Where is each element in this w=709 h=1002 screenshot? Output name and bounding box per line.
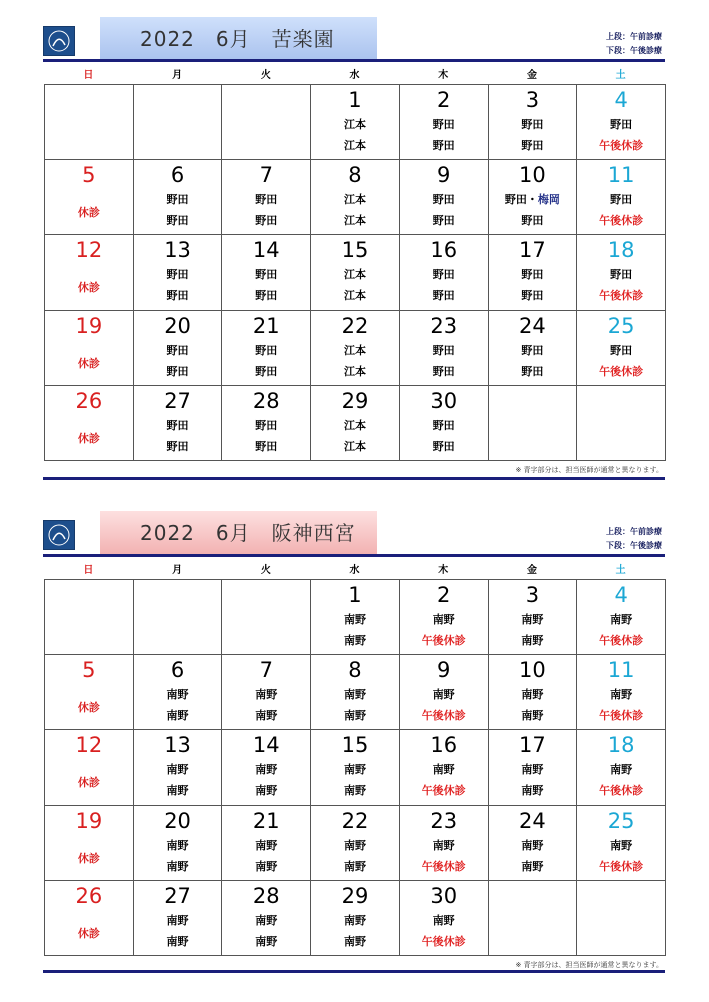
day-cell	[134, 386, 223, 461]
day-number: 1	[348, 88, 362, 112]
day-cell	[577, 730, 666, 805]
day-number: 19	[75, 313, 103, 338]
pm-doctor: 午後休診	[599, 364, 644, 378]
day-cell	[400, 806, 489, 881]
am-doctor: 野田	[610, 193, 633, 207]
day-cell	[134, 730, 223, 805]
day-number: 6	[170, 163, 185, 188]
day-number: 21	[252, 808, 280, 833]
day-number: 3	[525, 583, 540, 607]
am-doctor: 南野	[343, 763, 366, 777]
legend	[580, 30, 662, 58]
day-number: 2	[437, 88, 451, 112]
day-number: 24	[519, 808, 546, 833]
day-cell	[400, 235, 489, 310]
substitute-doctor: 梅岡	[537, 193, 560, 207]
day-cell	[400, 311, 489, 386]
am-doctor: 野田	[521, 118, 544, 131]
pm-doctor: 野田	[166, 439, 189, 453]
day-number: 21	[252, 313, 280, 338]
am-doctor: 野田	[432, 343, 455, 357]
legend-bottom: 下段：午後診療	[606, 46, 662, 55]
day-cell	[134, 311, 223, 386]
day-cell	[45, 580, 134, 655]
am-doctor: 南野	[255, 913, 278, 927]
am-doctor: 野田	[432, 193, 455, 207]
pm-doctor: 南野	[521, 859, 544, 873]
am-doctor: 野田	[610, 118, 633, 131]
day-cell	[311, 881, 400, 956]
day-number: 5	[82, 163, 96, 188]
day-cell	[577, 85, 666, 160]
day-number: 28	[252, 883, 280, 908]
weekday-label: 日	[83, 565, 94, 576]
day-cell	[222, 580, 311, 655]
closed-note: 休診	[77, 431, 100, 445]
pm-doctor: 南野	[521, 709, 544, 723]
legend	[580, 525, 662, 553]
day-cell	[577, 311, 666, 386]
am-doctor: 野田	[166, 418, 189, 432]
day-cell	[577, 881, 666, 956]
closed-note: 休診	[77, 776, 100, 790]
day-cell	[222, 386, 311, 461]
day-number: 30	[430, 388, 458, 413]
day-number: 15	[341, 733, 369, 758]
weekday-label: 土	[615, 565, 626, 576]
am-doctor: 南野	[255, 688, 278, 702]
day-cell	[577, 580, 666, 655]
am-doctor: 南野	[343, 688, 366, 702]
am-doctor: 野田	[610, 268, 633, 282]
day-cell	[222, 311, 311, 386]
am-doctor: 南野	[610, 763, 633, 777]
day-number: 8	[348, 658, 362, 683]
day-cell	[311, 160, 400, 235]
day-cell	[489, 730, 578, 805]
day-number: 24	[519, 313, 546, 338]
closed-note: 休診	[77, 701, 100, 715]
day-cell	[222, 655, 311, 730]
day-cell	[311, 85, 400, 160]
day-number: 22	[341, 808, 369, 833]
day-cell	[134, 160, 223, 235]
am-doctor: 野田	[521, 268, 544, 282]
day-number: 30	[430, 883, 458, 908]
day-number: 9	[437, 658, 451, 683]
day-number: 11	[607, 163, 635, 188]
legend-bottom: 下段：午後診療	[606, 541, 662, 550]
pm-doctor: 野田	[432, 139, 455, 152]
closed-note: 休診	[77, 851, 100, 865]
day-number: 14	[252, 733, 280, 758]
am-doctor: 野田	[610, 343, 633, 357]
day-cell	[489, 881, 578, 956]
am-doctor: 野田	[255, 418, 278, 432]
pm-doctor: 野田	[255, 364, 278, 378]
day-cell	[489, 235, 578, 310]
footer-rule	[43, 970, 665, 973]
am-doctor: 南野	[166, 763, 189, 777]
day-number: 16	[430, 238, 458, 263]
day-cell	[134, 85, 223, 160]
weekday-label: 木	[438, 70, 449, 81]
day-number: 6	[170, 658, 185, 683]
day-number: 29	[341, 883, 369, 908]
day-number: 7	[259, 658, 273, 683]
day-number: 18	[607, 238, 635, 263]
pm-doctor: 野田	[521, 139, 544, 152]
pm-doctor: 午後休診	[421, 709, 466, 723]
pm-doctor: 午後休診	[599, 709, 644, 723]
day-number: 18	[607, 733, 635, 758]
am-doctor: 南野	[432, 913, 455, 927]
closed-note: 休診	[77, 926, 100, 940]
calendar-grid	[44, 579, 666, 956]
day-cell	[222, 881, 311, 956]
pm-doctor: 江本	[343, 139, 366, 152]
calendar-title: 2022 6月 苦楽園	[100, 17, 377, 61]
calendar-title: 2022 6月 阪神西宮	[100, 511, 377, 555]
pm-doctor: 午後休診	[599, 634, 644, 647]
day-number: 17	[519, 238, 546, 263]
day-cell	[577, 160, 666, 235]
pm-doctor: 午後休診	[421, 934, 466, 948]
am-doctor: 野田	[166, 193, 189, 207]
day-number: 22	[341, 313, 369, 338]
day-cell	[400, 386, 489, 461]
pm-doctor: 南野	[255, 934, 278, 948]
day-number: 8	[348, 163, 362, 188]
pm-doctor: 江本	[343, 289, 366, 303]
footer-rule	[43, 477, 665, 480]
pm-doctor: 南野	[343, 784, 366, 798]
pm-doctor: 野田	[255, 289, 278, 303]
am-doctor: 南野	[521, 838, 544, 852]
day-cell	[222, 730, 311, 805]
day-number: 4	[614, 88, 628, 112]
day-number: 29	[341, 388, 369, 413]
pm-doctor: 午後休診	[599, 214, 644, 228]
day-cell	[400, 655, 489, 730]
day-cell	[400, 881, 489, 956]
day-cell	[400, 160, 489, 235]
pm-doctor: 南野	[343, 859, 366, 873]
day-cell	[222, 235, 311, 310]
am-doctor: 野田	[166, 268, 189, 282]
day-number: 17	[519, 733, 546, 758]
footnote: ※ 青字部分は、担当医師が通常と異なります。	[515, 466, 663, 474]
weekday-label: 金	[526, 70, 537, 81]
weekday-label: 月	[172, 565, 183, 576]
day-number: 4	[614, 583, 628, 607]
day-number: 26	[75, 388, 103, 413]
am-doctor: 南野	[166, 838, 189, 852]
day-number: 16	[430, 733, 458, 758]
legend-top: 上段：午前診療	[606, 527, 662, 536]
am-doctor: 野田	[432, 268, 455, 282]
day-cell	[311, 806, 400, 881]
weekday-label: 日	[83, 70, 94, 81]
day-cell	[134, 881, 223, 956]
day-cell	[45, 730, 134, 805]
weekday-label: 月	[172, 70, 183, 81]
pm-doctor: 午後休診	[421, 784, 466, 798]
day-number: 1	[348, 583, 362, 607]
am-doctor: 南野	[343, 913, 366, 927]
weekday-label: 金	[526, 565, 537, 576]
weekday-label: 水	[349, 70, 360, 81]
day-number: 11	[607, 658, 635, 683]
pm-doctor: 南野	[166, 709, 189, 723]
pm-doctor: 午後休診	[421, 859, 466, 873]
day-number: 12	[75, 733, 103, 758]
closed-note: 休診	[77, 206, 100, 220]
pm-doctor: 南野	[521, 784, 544, 798]
pm-doctor: 野田	[521, 364, 544, 378]
am-doctor: 南野	[432, 613, 455, 626]
weekday-label: 水	[349, 565, 360, 576]
am-doctor: 南野	[343, 838, 366, 852]
day-cell	[400, 85, 489, 160]
pm-doctor: 午後休診	[421, 634, 466, 647]
day-number: 25	[607, 808, 635, 833]
clinic-logo-icon	[43, 520, 75, 550]
am-doctor: 江本	[343, 193, 366, 207]
am-doctor: 南野	[610, 613, 633, 626]
am-doctor: 南野	[255, 838, 278, 852]
day-number: 20	[164, 313, 191, 338]
am-doctor: 野田	[255, 193, 278, 207]
day-cell	[45, 655, 134, 730]
day-cell	[489, 655, 578, 730]
am-doctor: 江本	[343, 118, 366, 131]
day-number: 12	[75, 238, 103, 263]
pm-doctor: 南野	[343, 709, 366, 723]
legend-top: 上段：午前診療	[606, 32, 662, 41]
am-doctor: 野田	[255, 343, 278, 357]
pm-doctor: 野田	[255, 214, 278, 228]
day-number: 23	[430, 313, 458, 338]
day-cell	[45, 386, 134, 461]
am-doctor: 野田	[432, 118, 455, 131]
day-cell	[222, 160, 311, 235]
day-cell	[45, 85, 134, 160]
day-number: 5	[82, 658, 96, 683]
pm-doctor: 野田	[521, 214, 544, 228]
day-cell	[222, 806, 311, 881]
footnote: ※ 青字部分は、担当医師が通常と異なります。	[515, 961, 663, 969]
pm-doctor: 野田	[432, 439, 455, 453]
pm-doctor: 野田	[255, 439, 278, 453]
day-number: 27	[164, 388, 191, 413]
am-doctor: 南野	[521, 688, 544, 702]
day-cell	[45, 311, 134, 386]
am-doctor: 江本	[343, 418, 366, 432]
pm-doctor: 野田	[521, 289, 544, 303]
pm-doctor: 野田	[432, 364, 455, 378]
pm-doctor: 南野	[166, 859, 189, 873]
pm-doctor: 南野	[255, 709, 278, 723]
pm-doctor: 野田	[432, 289, 455, 303]
day-cell	[134, 580, 223, 655]
weekday-header	[44, 69, 666, 83]
day-number: 28	[252, 388, 280, 413]
pm-doctor: 午後休診	[599, 859, 644, 873]
day-cell	[134, 655, 223, 730]
am-doctor: 南野	[432, 763, 455, 777]
header-rule	[43, 554, 665, 557]
am-doctor: 野田	[255, 268, 278, 282]
am-doctor: 野田	[166, 343, 189, 357]
day-cell	[311, 580, 400, 655]
day-cell	[577, 806, 666, 881]
day-cell	[134, 235, 223, 310]
pm-doctor: 南野	[343, 634, 366, 647]
am-doctor: 野田	[521, 343, 544, 357]
day-cell	[45, 806, 134, 881]
pm-doctor: 野田	[166, 214, 189, 228]
day-number: 20	[164, 808, 191, 833]
closed-note: 休診	[77, 281, 100, 295]
day-cell	[577, 655, 666, 730]
day-number: 7	[259, 163, 273, 188]
day-number: 15	[341, 238, 369, 263]
am-doctor: 南野	[432, 688, 455, 702]
pm-doctor: 南野	[166, 784, 189, 798]
am-doctor: 南野	[166, 913, 189, 927]
day-cell	[134, 806, 223, 881]
am-doctor: 南野	[521, 613, 544, 626]
calendar-grid	[44, 84, 666, 461]
am-doctor: 南野	[166, 688, 189, 702]
day-cell	[489, 806, 578, 881]
pm-doctor: 午後休診	[599, 784, 644, 798]
pm-doctor: 午後休診	[599, 289, 644, 303]
day-number: 13	[164, 238, 191, 263]
weekday-label: 土	[615, 70, 626, 81]
day-number: 2	[437, 583, 451, 607]
day-number: 10	[519, 658, 546, 683]
closed-note: 休診	[77, 356, 100, 370]
day-cell	[577, 386, 666, 461]
day-cell	[311, 311, 400, 386]
pm-doctor: 江本	[343, 214, 366, 228]
clinic-logo-icon	[43, 26, 75, 56]
day-cell	[311, 386, 400, 461]
day-cell	[489, 580, 578, 655]
day-cell	[489, 85, 578, 160]
day-cell	[400, 580, 489, 655]
pm-doctor: 野田	[166, 364, 189, 378]
day-cell	[489, 160, 578, 235]
am-doctor: 江本	[343, 268, 366, 282]
pm-doctor: 南野	[343, 934, 366, 948]
day-cell	[45, 235, 134, 310]
day-number: 25	[607, 313, 635, 338]
pm-doctor: 南野	[255, 784, 278, 798]
pm-doctor: 南野	[166, 934, 189, 948]
am-doctor: 南野	[432, 838, 455, 852]
day-cell	[45, 160, 134, 235]
am-doctor: 南野	[255, 763, 278, 777]
pm-doctor: 野田	[166, 289, 189, 303]
am-doctor: 南野	[610, 688, 633, 702]
day-number: 19	[75, 808, 103, 833]
weekday-label: 火	[260, 70, 271, 81]
day-number: 3	[525, 88, 540, 112]
day-number: 9	[437, 163, 451, 188]
header-rule	[43, 59, 665, 62]
day-cell	[311, 235, 400, 310]
pm-doctor: 南野	[521, 634, 544, 647]
am-doctor: 南野	[343, 613, 366, 626]
pm-doctor: 江本	[343, 364, 366, 378]
am-doctor: 南野	[610, 838, 633, 852]
day-number: 13	[164, 733, 191, 758]
day-number: 14	[252, 238, 280, 263]
weekday-label: 火	[260, 565, 271, 576]
am-doctor: 野田・梅岡	[504, 193, 560, 207]
day-number: 26	[75, 883, 103, 908]
day-cell	[311, 655, 400, 730]
pm-doctor: 午後休診	[599, 139, 644, 152]
weekday-label: 木	[438, 565, 449, 576]
day-cell	[311, 730, 400, 805]
pm-doctor: 南野	[255, 859, 278, 873]
am-doctor: 南野	[521, 763, 544, 777]
pm-doctor: 江本	[343, 439, 366, 453]
pm-doctor: 野田	[432, 214, 455, 228]
day-cell	[222, 85, 311, 160]
day-number: 10	[519, 163, 546, 188]
day-cell	[489, 311, 578, 386]
day-cell	[45, 881, 134, 956]
weekday-header	[44, 564, 666, 578]
am-doctor: 江本	[343, 343, 366, 357]
am-doctor: 野田	[432, 418, 455, 432]
day-cell	[577, 235, 666, 310]
day-cell	[400, 730, 489, 805]
day-number: 23	[430, 808, 458, 833]
day-number: 27	[164, 883, 191, 908]
day-cell	[489, 386, 578, 461]
